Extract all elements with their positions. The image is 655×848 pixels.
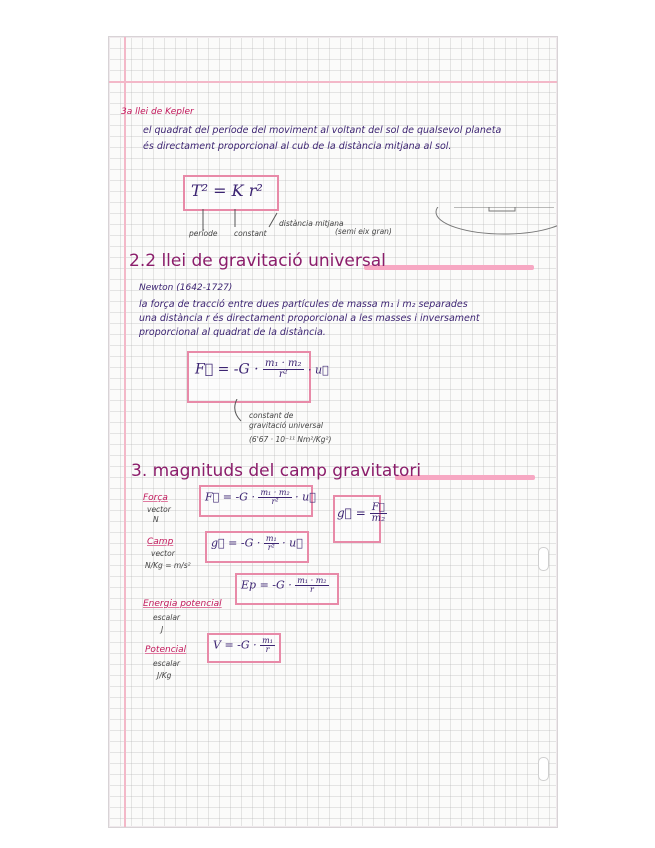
label-constant: constant xyxy=(234,229,267,238)
potencial-unit: J/Kg xyxy=(157,671,172,680)
camp-name: Camp xyxy=(147,537,174,547)
newton-formula-fraction xyxy=(263,359,304,380)
energia-formula xyxy=(241,577,329,594)
kepler-text-line1: el quadrat del període del moviment al voltant del sol de qualsevol planeta xyxy=(143,125,502,136)
g-relation-lhs: g⃗ = xyxy=(337,506,366,520)
potencial-type: escalar xyxy=(153,659,181,668)
newton-formula-tail: · u⃗ xyxy=(308,363,329,377)
forca-num: m₁ · m₂ xyxy=(260,488,290,497)
binder-hole-icon xyxy=(538,547,549,571)
potencial-fraction xyxy=(260,637,275,654)
forca-tail: · u⃗ xyxy=(295,490,316,504)
camp-type: vector xyxy=(151,549,175,558)
potencial-den: r xyxy=(265,645,270,654)
section-magnituds-title: 3. magnituds del camp gravitatori xyxy=(131,461,422,481)
potencial-num: m₁ xyxy=(262,636,273,645)
g-relation-formula xyxy=(337,503,387,524)
left-margin-line xyxy=(124,37,126,827)
top-margin-line xyxy=(109,81,557,83)
g-relation-den: m₂ xyxy=(371,513,386,524)
notebook-page xyxy=(108,36,558,828)
constant-label2: gravitació universal xyxy=(249,421,323,430)
energia-type: escalar xyxy=(153,613,181,622)
forca-type: vector xyxy=(147,505,171,514)
energia-den: r xyxy=(309,585,314,594)
kepler-formula: T² = K r² xyxy=(191,181,263,200)
camp-fraction xyxy=(264,535,279,552)
camp-formula xyxy=(211,535,303,552)
constant-value: (6'67 · 10⁻¹¹ Nm²/Kg²) xyxy=(249,435,332,444)
newton-formula-den: r² xyxy=(278,369,288,380)
gravitacio-text-line1: la força de tracció entre dues partícules de massa m₁ i m₂ separades xyxy=(139,299,468,310)
energia-lhs: Ep = -G · xyxy=(241,578,292,592)
label-semieix: (semi eix gran) xyxy=(335,227,392,236)
camp-den: r² xyxy=(267,543,275,552)
camp-tail: · u⃗ xyxy=(282,536,303,550)
newton-author: Newton (1642-1727) xyxy=(139,283,233,293)
energia-num: m₁ · m₂ xyxy=(297,576,327,585)
constant-arrow xyxy=(231,399,251,423)
section-gravitacio-title: 2.2 llei de gravitació universal xyxy=(129,251,386,271)
forca-unit: N xyxy=(153,515,159,524)
camp-lhs: g⃗ = -G · xyxy=(211,536,261,550)
newton-formula-num: m₁ · m₂ xyxy=(265,358,302,369)
forca-lhs: F⃗ = -G · xyxy=(205,490,255,504)
gravitacio-text-line3: proporcional al quadrat de la distància. xyxy=(139,327,326,338)
camp-unit: N/Kg = m/s² xyxy=(145,561,191,570)
newton-formula-lhs: F⃗ = -G · xyxy=(195,361,259,378)
heading-highlight xyxy=(364,265,534,270)
potencial-formula xyxy=(213,637,275,654)
energia-name: Energia potencial xyxy=(143,599,222,609)
forca-formula xyxy=(205,489,316,506)
binder-hole-icon xyxy=(538,757,549,781)
gravitacio-text-line2: una distància r és directament proporcional a les masses i inversament xyxy=(139,313,480,324)
potencial-lhs: V = -G · xyxy=(213,638,257,652)
energia-unit: J xyxy=(161,625,164,634)
energia-fraction xyxy=(295,577,328,594)
kepler-text-line2: és directament proporcional al cub de la distància mitjana al sol. xyxy=(143,141,452,152)
g-relation-num: F⃗ xyxy=(371,502,385,513)
potencial-name: Potencial xyxy=(145,645,187,655)
camp-num: m₁ xyxy=(265,534,277,543)
label-periode: període xyxy=(189,229,218,238)
kepler-title: 3a llei de Kepler xyxy=(121,107,194,117)
forca-fraction xyxy=(258,489,291,506)
label-distancia: distància mitjana xyxy=(279,219,344,228)
g-relation-fraction xyxy=(370,503,388,524)
forca-name: Força xyxy=(143,493,168,503)
newton-formula xyxy=(195,359,329,380)
constant-label1: constant de xyxy=(249,411,294,420)
forca-den: r² xyxy=(271,497,279,506)
